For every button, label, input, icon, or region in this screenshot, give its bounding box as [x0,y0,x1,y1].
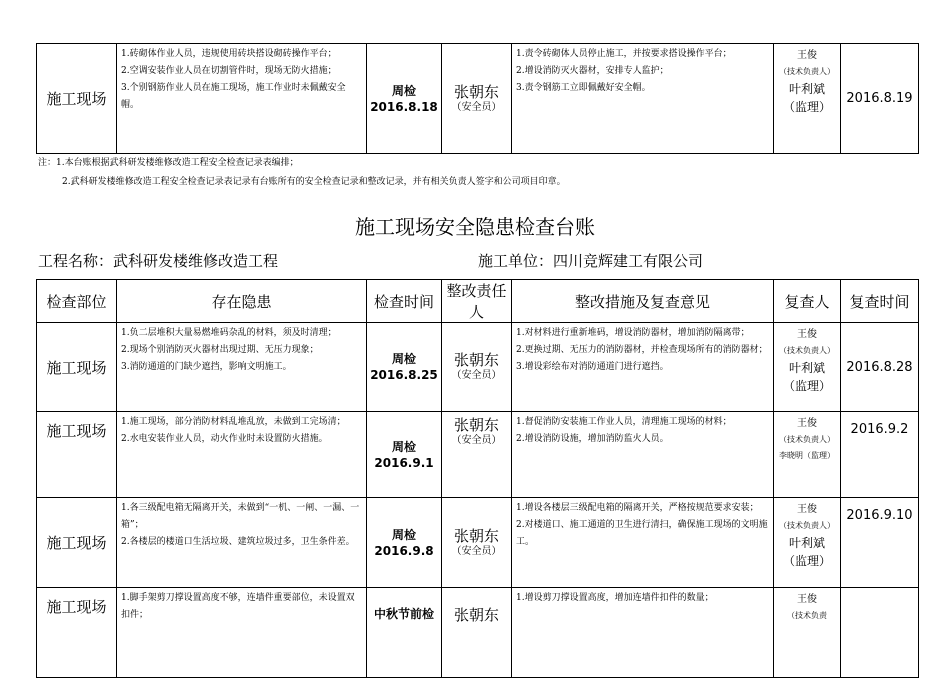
reviewer-name: 王俊 [797,418,817,429]
responsible-name: 张朝东 [453,606,499,624]
review-date-cell [841,588,919,678]
reviewer-role: （技术负责 [787,611,827,620]
reviewer-cell [774,588,841,678]
reviewer-role: （技术负责人） [779,346,835,355]
review-date-cell: 2016.9.2 [841,412,919,498]
review-date-cell: 2016.8.19 [841,44,919,154]
check-type: 周检 [391,439,416,454]
responsible-name: 张朝东 [453,526,499,545]
supervisor-name: 李晓明（监理） [779,451,835,460]
hazards-cell [117,323,367,412]
measure-line: 3.责令钢筋工立即佩戴好安全帽。 [516,83,651,93]
check-time-cell [367,588,442,678]
hazard-line: 1.砖砌体作业人员，违规使用砖块搭设砌砖操作平台； [121,49,337,59]
location-cell: 施工现场 [37,498,117,588]
responsible-cell [442,412,512,498]
reviewer-name: 王俊 [797,594,817,605]
responsible-name: 张朝东 [453,351,499,369]
check-type: 中秋节前检 [373,607,434,621]
reviewer-name: 王俊 [797,329,817,340]
location-cell: 施工现场 [37,323,117,412]
measures-cell [512,412,774,498]
measures-cell [512,323,774,412]
responsible-cell [442,588,512,678]
measure-line: 1.对材料进行重新堆码，增设消防器材，增加消防隔离带； [516,328,750,338]
measure-line: 3.增设彩绘布对消防通道门进行遮挡。 [516,362,669,372]
measure-line: 2.更换过期、无压力的消防器材，并检查现场所有的消防器材； [516,345,768,355]
reviewer-cell [774,44,841,154]
measure-line: 2.增设消防设施，增加消防监火人员。 [516,434,669,444]
header-hazards: 存在隐患 [117,280,367,323]
table-row [37,498,919,588]
hazard-line: 3.消防通道的门缺少遮挡，影响文明施工。 [121,362,292,372]
hazard-ledger-table [36,279,919,678]
reviewer-role: （技术负责人） [779,435,835,444]
page-title: 施工现场安全隐患检查台账 [355,215,595,239]
supervisor-role: （监理） [782,554,831,568]
header-row [37,280,919,323]
responsible-cell [442,44,512,154]
review-date-cell: 2016.8.28 [841,323,919,412]
supervisor-name: 叶利斌 [788,361,825,375]
check-date: 2016.8.18 [370,99,438,114]
check-type: 周检 [391,83,416,98]
responsible-role: （安全员） [451,545,502,557]
responsible-role: （安全员） [451,370,502,381]
hazards-cell [117,412,367,498]
table-row [37,323,919,412]
check-time-cell [367,412,442,498]
footnote-2: 2.武科研发楼维修改造工程安全检查记录表记录有台账所有的安全检查记录和整改记录，并有相关负责人签字和公司项目印章。 [62,177,566,187]
table-row [37,412,919,498]
measures-cell [512,588,774,678]
check-type: 周检 [391,352,416,366]
supervisor-role: （监理） [782,100,831,114]
header-reviewer: 复查人 [774,280,841,323]
header-measures: 整改措施及复查意见 [512,280,774,323]
hazards-cell [117,44,367,154]
footnote-1: 注：1.本台账根据武科研发楼维修改造工程安全检查记录表编排； [38,158,299,168]
measures-cell [512,498,774,588]
review-date-cell: 2016.9.10 [841,498,919,588]
table-row [37,44,919,154]
reviewer-cell [774,323,841,412]
project-name: 工程名称：武科研发楼维修改造工程 [38,252,279,270]
responsible-role: （安全员） [451,435,502,446]
check-date: 2016.8.25 [370,368,438,382]
header-review-date: 复查时间 [841,280,919,323]
supervisor-role: （监理） [782,379,831,393]
location-cell: 施工现场 [37,412,117,498]
supervisor-name: 叶利斌 [788,536,825,550]
responsible-role: （安全员） [451,101,502,113]
check-time-cell [367,498,442,588]
supervisor-name: 叶利斌 [788,82,825,96]
measure-line: 1.增设各楼层三级配电箱的隔离开关，严格按规范要求安装； [516,503,759,513]
measure-line: 1.责令砖砌体人员停止施工，并按要求搭设操作平台； [516,49,732,59]
hazard-line: 2.各楼层的楼道口生活垃圾、建筑垃圾过多，卫生条件差。 [121,537,355,547]
check-type: 周检 [391,527,416,542]
hazard-line: 1.各三级配电箱无隔离开关，未做到“一机、一闸、一漏、一箱”； [121,503,360,530]
reviewer-role: （技术负责人） [779,67,835,76]
measure-line: 1.增设剪刀撑设置高度，增加连墙件扣件的数量； [516,593,714,603]
responsible-name: 张朝东 [453,416,499,434]
hazards-cell [117,498,367,588]
check-date: 2016.9.1 [374,455,434,470]
hazard-line: 1.施工现场，部分消防材料乱堆乱放，未做到工完场清； [121,417,346,427]
reviewer-name: 王俊 [797,504,817,515]
hazard-line: 1.脚手架剪刀撑设置高度不够，连墙件重要部位，未设置双扣件； [121,593,355,620]
reviewer-cell [774,412,841,498]
responsible-cell [442,323,512,412]
check-time-cell [367,44,442,154]
hazard-line: 1.负二层堆积大量易燃堆码杂乱的材料，须及时清理； [121,328,337,338]
check-time-cell [367,323,442,412]
location-cell: 施工现场 [37,44,117,154]
responsible-name: 张朝东 [453,82,499,101]
responsible-cell [442,498,512,588]
company-name: 施工单位：四川竞辉建工有限公司 [478,252,704,270]
location-cell: 施工现场 [37,588,117,678]
measure-line: 1.督促消防安装施工作业人员，清理施工现场的材料； [516,417,732,427]
reviewer-cell [774,498,841,588]
measures-cell [512,44,774,154]
reviewer-role: （技术负责人） [779,521,835,530]
header-location: 检查部位 [37,280,117,323]
reviewer-name: 王俊 [797,50,817,61]
measure-line: 2.增设消防灭火器材，安排专人监护； [516,66,669,76]
header-responsible: 整改责任人 [442,280,512,323]
check-date: 2016.9.8 [374,543,434,558]
hazard-line: 3.个别钢筋作业人员在施工现场，施工作业时未佩戴安全帽。 [121,83,346,110]
hazard-line: 2.现场个别消防灭火器材出现过期、无压力现象； [121,345,319,355]
hazard-line: 2.水电安装作业人员，动火作业时未设置防火措施。 [121,434,328,444]
hazards-cell [117,588,367,678]
measure-line: 2.对楼道口、施工通道的卫生进行清扫，确保施工现场的文明施工。 [516,520,768,547]
table-row [37,588,919,678]
header-check-time: 检查时间 [367,280,442,323]
top-continuation-table [36,43,919,154]
hazard-line: 2.空调安装作业人员在切割管件时，现场无防火措施； [121,66,337,76]
